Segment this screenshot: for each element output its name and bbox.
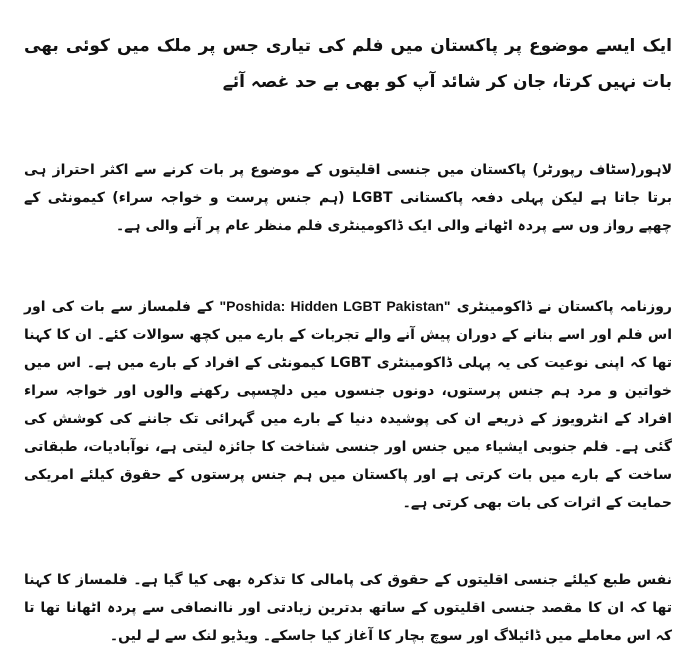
- article-paragraph-2: [24, 292, 672, 517]
- paragraph-2-intro: روزنامہ پاکستان نے ڈاکومینٹری: [450, 299, 672, 315]
- article-paragraph-3: نفس طبع کیلئے جنسی اقلیتوں کے حقوق کی پامالی کا تذکرہ بھی کیا گیا ہے۔ فلمساز کا کہنا تھا کہ ان کا مقصد جنسی اقلیتوں کے ساتھ بدترین زیادتی اور ناانصافی سے پردہ اٹھانا تھا تا کہ اس معاملے میں ڈائیلاگ اور سوچ بچار کا آغاز کیا جاسکے۔ ویڈیو لنک سے لے لیں۔: [24, 572, 672, 644]
- paragraph-2-body: کے فلمساز سے بات کی اور اس فلم اور اسے بنانے کے دوران پیش آنے والے تجربات کے بارے میں کچھ سوالات کئے۔ ان کا کہنا تھا کہ اپنی نوعیت کی یہ پہلی ڈاکومینٹری LGBT کیمونٹی کے افراد کے بارے میں ہے۔ اس میں خواتین و مرد ہم جنس پرستوں، دونوں جنسوں میں دلچسپی رکھنے والوں اور خواجہ سراء افراد کے انٹرویوز کے ذریعے ان کی پوشیدہ دنیا کے بارے میں گہرائی تک جاننے کی کوشش کی گئی ہے۔ فلم جنوبی ایشیاء میں جنس اور جنسی شناخت کا جائزہ لیتی ہے، نوآبادیات، طبقاتی ساخت کے بارے میں بات کرتی ہے اور پاکستان میں ہم جنس پرستوں کے حقوق کیلئے امریکی حمایت کے اثرات کی بات بھی کرتی ہے۔: [24, 299, 672, 511]
- documentary-title: "Poshida: Hidden LGBT Pakistan": [219, 298, 451, 314]
- article-paragraph-1: لاہور(سٹاف رپورٹر) پاکستان میں جنسی اقلیتوں کے موضوع پر بات کرنے سے اکثر احتراز ہی برتا جاتا ہے لیکن پہلی دفعہ پاکستانی LGBT (ہم جنس پرست و خواجہ سراء) کیمونٹی کے چھپے رواز وں سے پردہ اٹھانے والی ایک ڈاکومینٹری فلم منظر عام پر آنے والی ہے۔: [24, 162, 672, 234]
- article-headline: ایک ایسے موضوع پر پاکستان میں فلم کی تیاری جس پر ملک میں کوئی بھی بات نہیں کرتا، جان کر شائد آپ کو بھی بے حد غصہ آئے: [24, 36, 672, 92]
